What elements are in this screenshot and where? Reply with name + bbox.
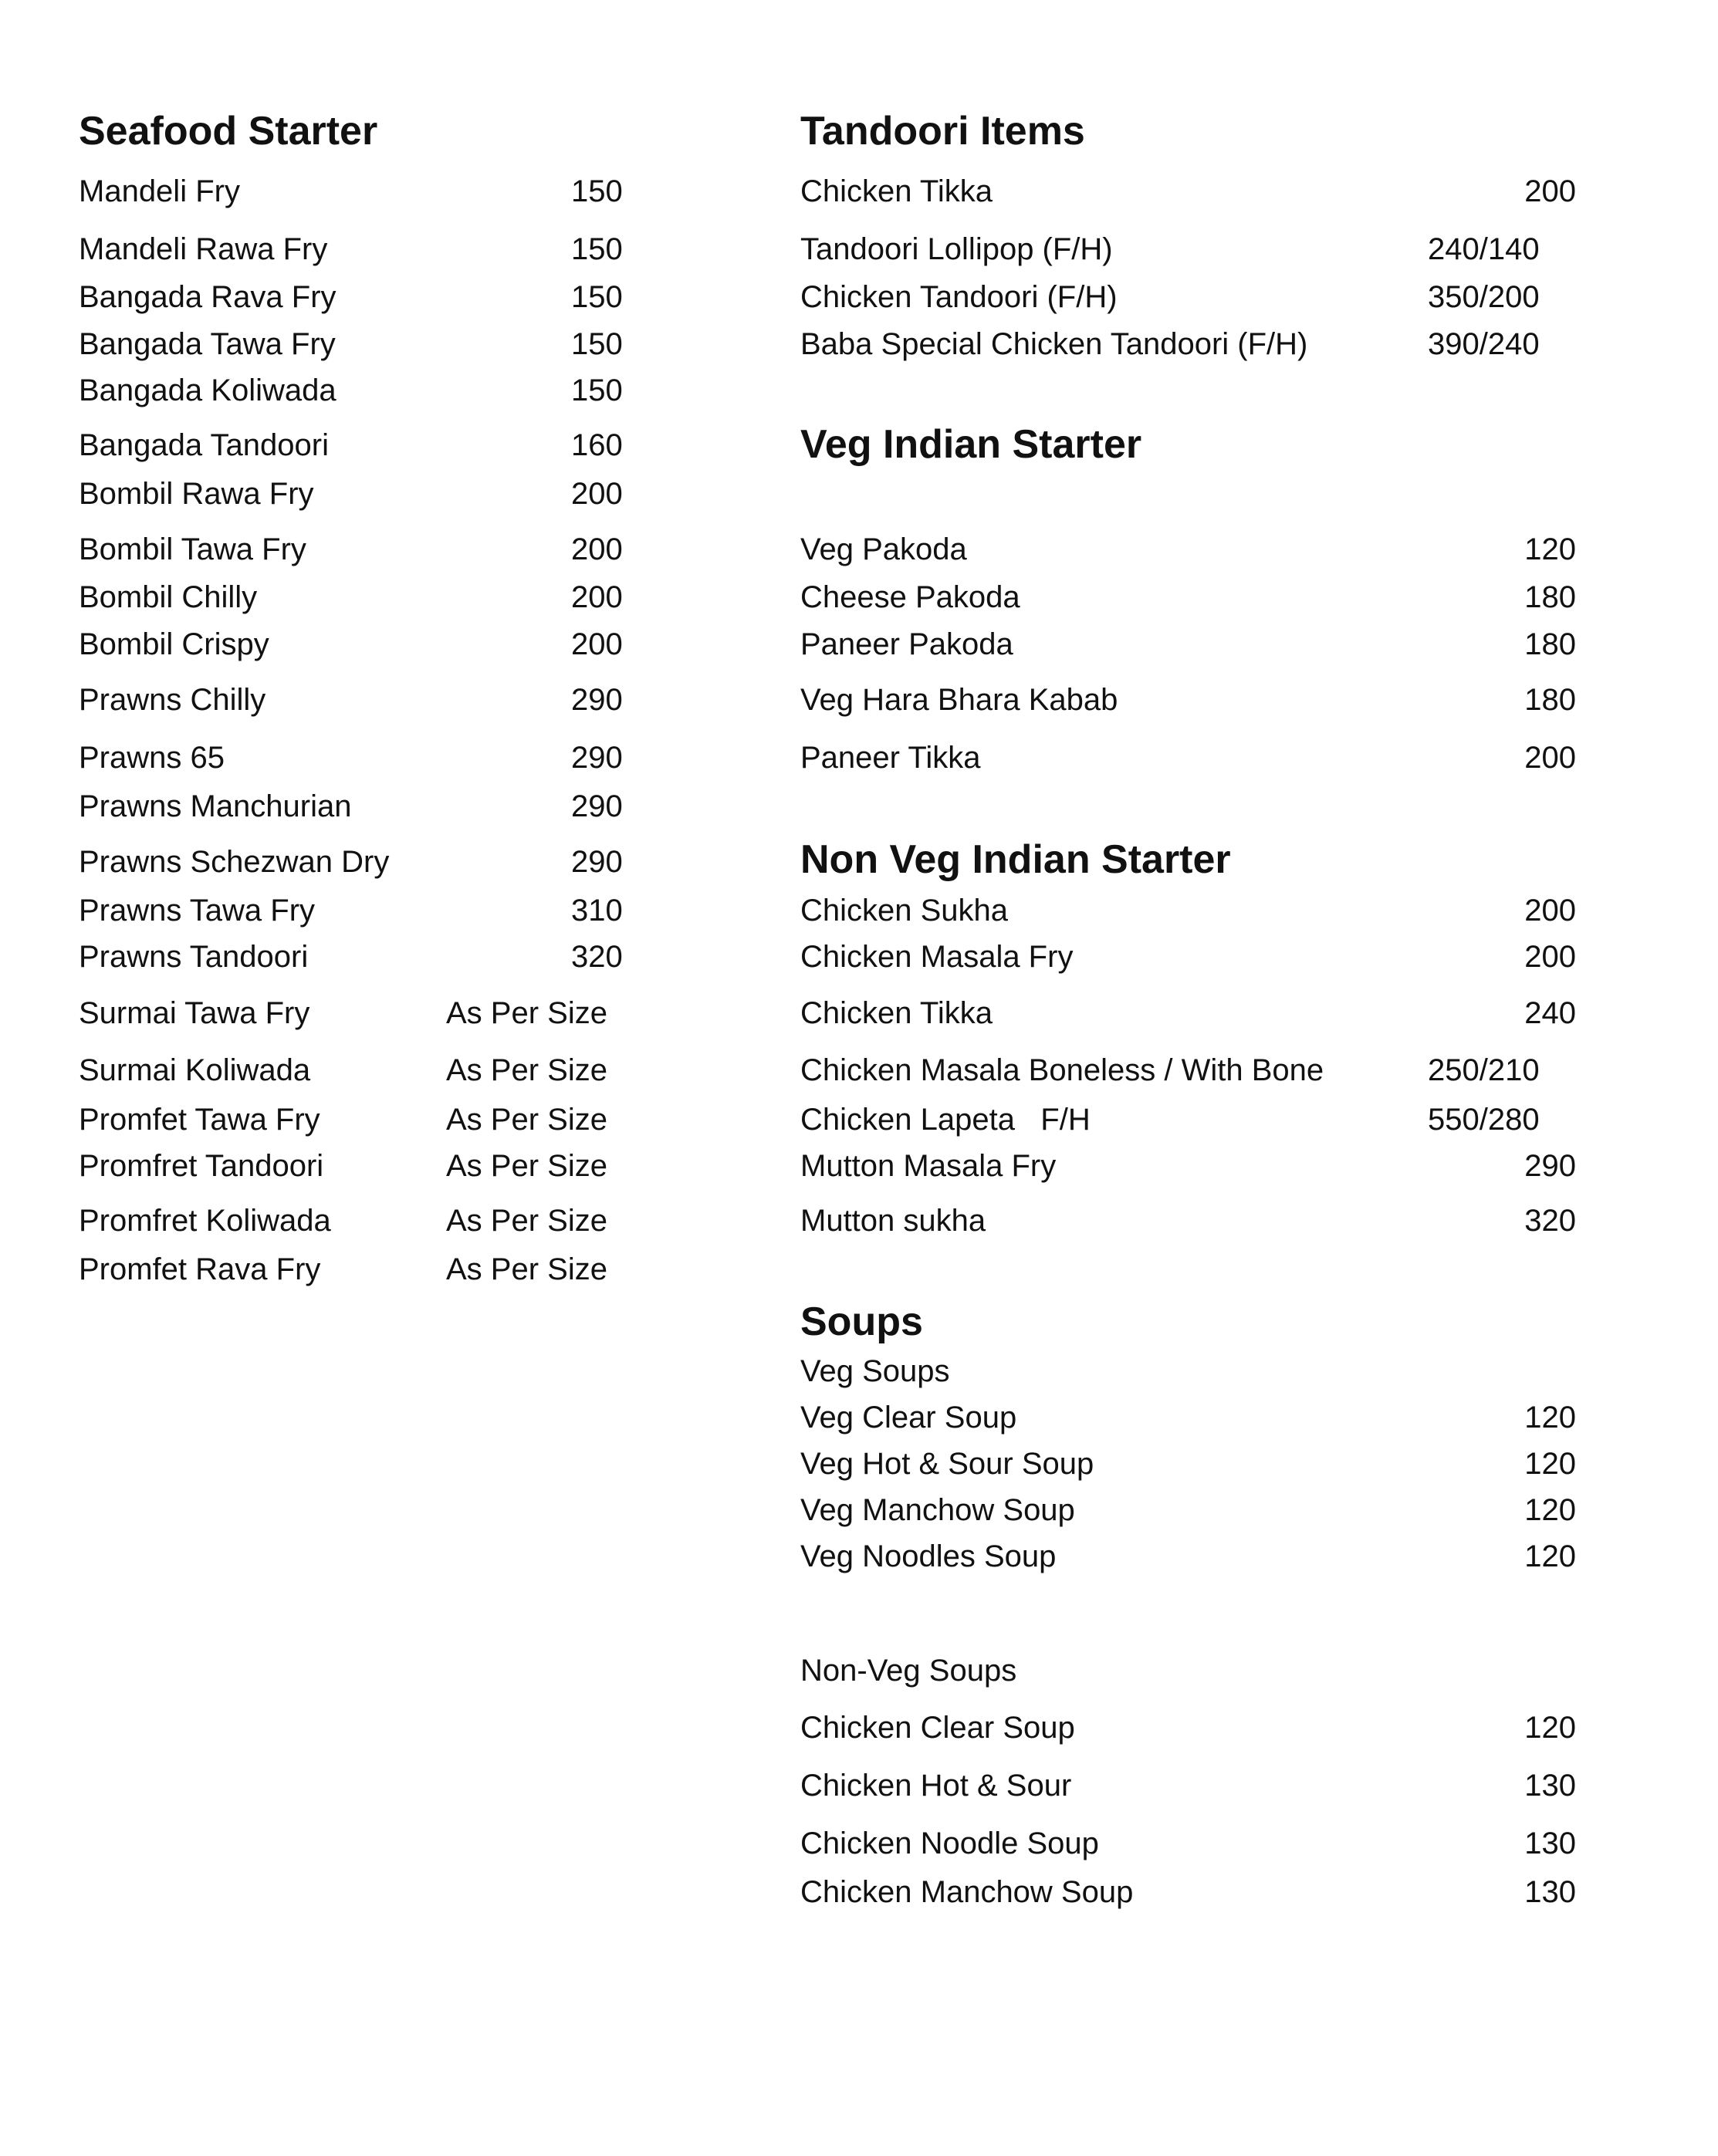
item-price: As Per Size [446,1103,607,1137]
item-name: Veg Pakoda [800,532,967,566]
item-price: 290 [571,789,623,823]
item-price: 250/210 [1428,1053,1540,1087]
item-name: Tandoori Lollipop (F/H) [800,232,1113,266]
item-price: 320 [571,940,623,974]
item-name: Cheese Pakoda [800,580,1020,614]
item-price: As Per Size [446,1149,607,1183]
item-name: Prawns Schezwan Dry [79,845,390,879]
item-name: Bombil Rawa Fry [79,477,314,511]
item-price: 290 [1524,1149,1576,1183]
item-name: Prawns Chilly [79,683,266,717]
item-price: 200 [1524,894,1576,928]
item-price: 130 [1524,1827,1576,1860]
item-name: Mandeli Rawa Fry [79,232,328,266]
subheading-nonveg-soups: Non-Veg Soups [800,1654,1017,1688]
item-name: Mutton sukha [800,1204,986,1238]
item-name: Bangada Koliwada [79,373,336,407]
item-price: 200 [1524,174,1576,208]
item-price: 150 [571,373,623,407]
item-name: Bombil Chilly [79,580,258,614]
item-price: 180 [1524,580,1576,614]
item-price: 200 [571,580,623,614]
item-name: Bangada Tandoori [79,428,329,462]
item-name: Chicken Manchow Soup [800,1875,1134,1909]
section-heading-tandoori: Tandoori Items [800,109,1085,154]
item-name: Veg Hara Bhara Kabab [800,683,1118,717]
item-name: Bangada Rava Fry [79,280,336,314]
section-heading-soups: Soups [800,1299,923,1344]
section-heading-nonveg-starter: Non Veg Indian Starter [800,837,1231,882]
item-name: Chicken Masala Boneless / With Bone [800,1053,1324,1087]
item-name: Chicken Lapeta F/H [800,1103,1091,1137]
item-price: 290 [571,845,623,879]
item-price: 150 [571,174,623,208]
item-price: 350/200 [1428,280,1540,314]
item-price: 120 [1524,1447,1576,1481]
item-price: As Per Size [446,1204,607,1238]
item-name: Prawns Manchurian [79,789,352,823]
item-price: 320 [1524,1204,1576,1238]
item-price: 150 [571,327,623,361]
item-name: Mutton Masala Fry [800,1149,1057,1183]
item-name: Chicken Hot & Sour [800,1769,1072,1803]
item-name: Promfet Rava Fry [79,1252,321,1286]
item-price: As Per Size [446,1053,607,1087]
item-name: Paneer Tikka [800,741,981,775]
item-price: As Per Size [446,996,607,1030]
item-price: 120 [1524,1493,1576,1527]
item-name: Chicken Tikka [800,996,993,1030]
item-price: 200 [571,477,623,511]
item-name: Chicken Masala Fry [800,940,1074,974]
item-price: 240 [1524,996,1576,1030]
item-price: 200 [571,532,623,566]
item-price: 120 [1524,532,1576,566]
item-name: Mandeli Fry [79,174,240,208]
item-price: 120 [1524,1539,1576,1573]
item-price: 550/280 [1428,1103,1540,1137]
item-name: Chicken Noodle Soup [800,1827,1099,1860]
item-price: 240/140 [1428,232,1540,266]
item-name: Prawns Tawa Fry [79,894,316,928]
item-name: Promfet Tawa Fry [79,1103,320,1137]
item-price: 290 [571,683,623,717]
item-name: Surmai Tawa Fry [79,996,310,1030]
item-price: 120 [1524,1711,1576,1745]
item-price: 180 [1524,627,1576,661]
item-name: Baba Special Chicken Tandoori (F/H) [800,327,1308,361]
section-heading-veg-starter: Veg Indian Starter [800,422,1142,467]
section-heading-seafood: Seafood Starter [79,109,378,154]
item-price: 130 [1524,1875,1576,1909]
item-name: Prawns 65 [79,741,225,775]
item-price: 200 [1524,741,1576,775]
item-price: 200 [1524,940,1576,974]
item-name: Surmai Koliwada [79,1053,311,1087]
item-name: Veg Manchow Soup [800,1493,1075,1527]
subheading-veg-soups: Veg Soups [800,1354,950,1388]
item-name: Chicken Clear Soup [800,1711,1075,1745]
item-name: Bombil Tawa Fry [79,532,306,566]
item-name: Chicken Sukha [800,894,1009,928]
item-price: As Per Size [446,1252,607,1286]
item-name: Chicken Tandoori (F/H) [800,280,1118,314]
item-price: 160 [571,428,623,462]
item-name: Chicken Tikka [800,174,993,208]
item-name: Veg Clear Soup [800,1401,1017,1435]
item-name: Veg Hot & Sour Soup [800,1447,1094,1481]
item-price: 180 [1524,683,1576,717]
item-name: Bombil Crispy [79,627,269,661]
item-price: 310 [571,894,623,928]
item-name: Prawns Tandoori [79,940,309,974]
item-name: Veg Noodles Soup [800,1539,1057,1573]
item-price: 390/240 [1428,327,1540,361]
item-price: 150 [571,232,623,266]
item-price: 200 [571,627,623,661]
item-price: 290 [571,741,623,775]
item-price: 150 [571,280,623,314]
item-name: Promfret Koliwada [79,1204,331,1238]
item-name: Promfret Tandoori [79,1149,324,1183]
item-price: 130 [1524,1769,1576,1803]
item-name: Bangada Tawa Fry [79,327,336,361]
item-name: Paneer Pakoda [800,627,1013,661]
item-price: 120 [1524,1401,1576,1435]
